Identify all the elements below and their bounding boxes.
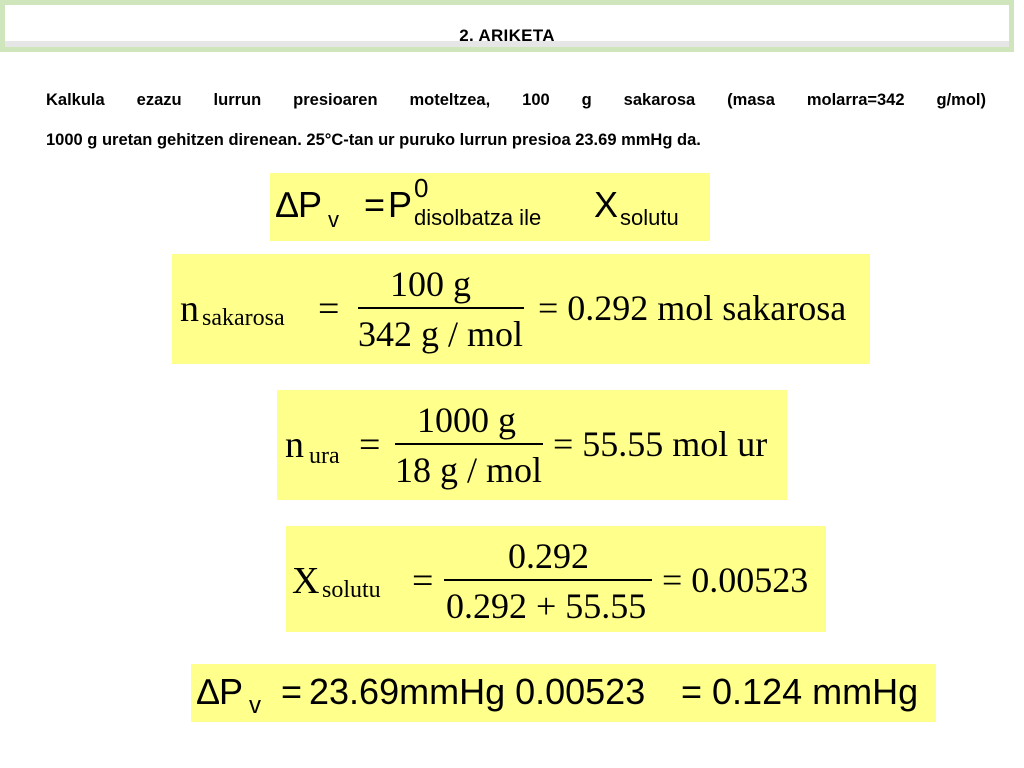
delta-p-symbol: ∆P	[197, 671, 244, 712]
expression: 23.69mmHg 0.00523	[309, 671, 646, 712]
equation-vapor-pressure-lowering	[191, 664, 936, 722]
subscript-ura: ura	[309, 443, 340, 469]
fraction-bar	[444, 579, 652, 581]
result: = 55.55 mol ur	[553, 424, 768, 464]
title-bar	[0, 0, 1014, 52]
x-symbol: X	[292, 560, 320, 602]
denominator: 18 g / mol	[395, 450, 543, 490]
equation-mole-fraction	[286, 526, 826, 632]
denominator: 342 g / mol	[358, 314, 524, 354]
slide-title: 2. ARIKETA	[459, 26, 555, 45]
result: = 0.292 mol sakarosa	[538, 288, 847, 328]
n-symbol: n	[180, 288, 199, 330]
subscript-solute: solutu	[620, 205, 679, 230]
subscript-v: v	[328, 207, 339, 232]
subscript-v: v	[249, 692, 261, 719]
problem-line-1: Kalkula ezazu lurrun presioaren moteltzea, 100 g sakarosa (masa molarra=342 g/mol)	[46, 91, 986, 109]
n-symbol: n	[285, 424, 304, 466]
p-symbol: P	[388, 184, 413, 225]
equation-moles-sucrose	[172, 254, 870, 364]
equals-sign: =	[318, 288, 340, 330]
numerator: 100 g	[390, 264, 471, 304]
delta-p-symbol: ∆P	[276, 184, 323, 225]
subscript-solvent: disolbatza ile	[414, 205, 542, 230]
numerator: 0.292	[508, 536, 589, 576]
denominator: 0.292 + 55.55	[446, 586, 647, 626]
equals-sign: =	[359, 424, 381, 466]
equation-raoult-law	[270, 173, 710, 241]
fraction-bar	[358, 307, 524, 309]
result: = 0.00523	[662, 560, 809, 600]
subscript-sakarosa: sakarosa	[202, 305, 285, 331]
equals-sign: =	[281, 671, 303, 712]
problem-line-2: 1000 g uretan gehitzen direnean. 25°C-tan ur puruko lurrun presioa 23.69 mmHg da.	[46, 131, 701, 149]
equals-sign: =	[412, 560, 434, 602]
equation-moles-water	[277, 390, 787, 500]
numerator: 1000 g	[417, 400, 516, 440]
result: = 0.124 mmHg	[681, 671, 919, 712]
superscript-zero: 0	[414, 173, 429, 203]
fraction-bar	[395, 443, 543, 445]
x-symbol: X	[594, 184, 619, 225]
equals-sign: =	[364, 184, 386, 225]
subscript-solutu: solutu	[322, 577, 381, 603]
